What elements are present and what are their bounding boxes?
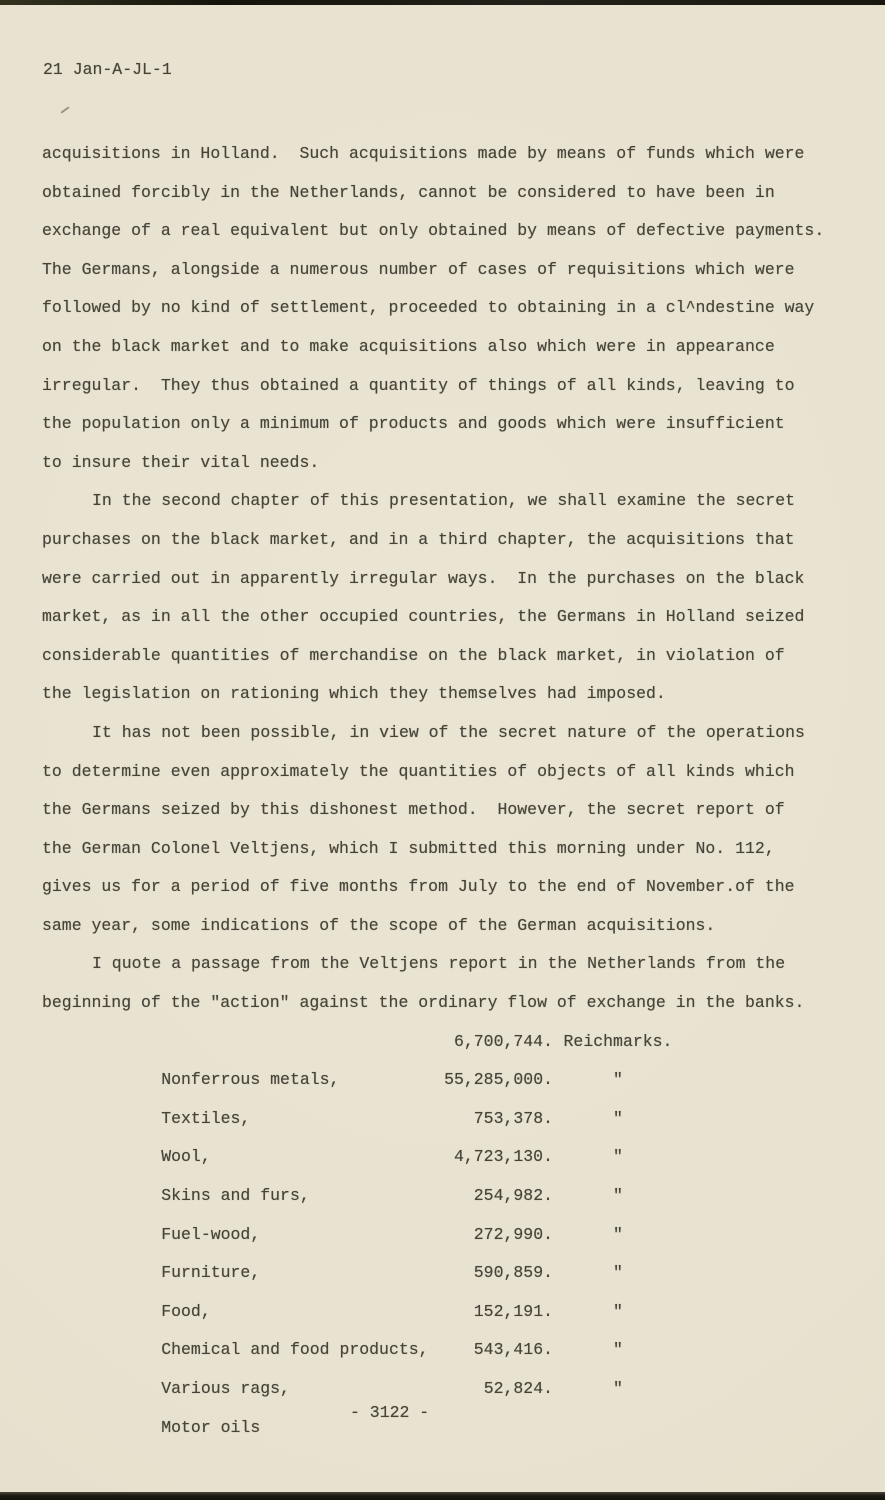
page-number: - 3122 - [350,1403,430,1422]
table-item-label: Textiles, [161,1108,251,1128]
table-item-label: Nonferrous metals, [161,1070,340,1090]
text-line: the population only a minimum of products and goods which were insufficient [42,414,785,434]
text-line: It has not been possible, in view of the secret nature of the operations [92,722,805,742]
table-unit-ditto: " [613,1263,623,1283]
text-line: obtained forcibly in the Netherlands, cannot be considered to have been in [42,182,775,202]
scan-edge-top [0,0,885,5]
scan-edge-bottom [0,1492,885,1500]
text-line: the Germans seized by this dishonest method. However, the secret report of [42,800,785,820]
text-line: beginning of the "action" against the ordinary flow of exchange in the banks. [42,993,805,1013]
text-line: purchases on the black market, and in a third chapter, the acquisitions that [42,529,795,549]
text-line: exchange of a real equivalent but only obtained by means of defective payments. [42,221,825,241]
text-line: irregular. They thus obtained a quantity of things of all kinds, leaving to [42,375,795,395]
paragraph [42,945,852,1022]
text-line: considerable quantities of merchandise on the black market, in violation of [42,645,785,665]
text-line: I quote a passage from the Veltjens report in the Netherlands from the [92,954,786,974]
text-line: to insure their vital needs. [42,452,320,472]
table-item-label: Wool, [161,1147,211,1167]
paragraph [42,714,852,946]
text-line: the legislation on rationing which they themselves had imposed. [42,684,666,704]
text-line: gives us for a period of five months from July to the end of November.of the [42,877,795,897]
table-unit-ditto: " [613,1070,623,1090]
table-amount: 254,982. [473,1186,553,1206]
paragraph [42,482,852,714]
table-unit-ditto: " [613,1340,623,1360]
stray-pen-mark [60,106,69,113]
text-line: were carried out in apparently irregular ways. In the purchases on the black [42,568,805,588]
table-unit-ditto: " [613,1224,623,1244]
table-item-label: Various rags, [161,1379,290,1398]
paragraph [42,135,852,482]
text-line: followed by no kind of settlement, proceeded to obtaining in a cl^ndestine way [42,298,815,318]
table-unit-ditto: " [613,1301,623,1321]
table-item-label: Chemical and food products, [161,1340,429,1360]
table-item-label: Furniture, [161,1263,261,1283]
table-amount: 4,723,130. [453,1147,553,1167]
table-amount: 272,990. [473,1224,553,1244]
text-line: on the black market and to make acquisitions also which were in appearance [42,336,775,356]
text-line: the German Colonel Veltjens, which I submitted this morning under No. 112, [42,838,775,858]
table-item-label: Skins and furs, [161,1186,310,1206]
text-line: acquisitions in Holland. Such acquisitions made by means of funds which were [42,144,805,163]
document-reference-header: 21 Jan-A-JL-1 [43,60,172,79]
table-amount: 152,191. [473,1301,553,1321]
table-amount: 543,416. [473,1340,553,1360]
text-line: In the second chapter of this presentation, we shall examine the secret [92,491,796,511]
table-amount: 52,824. [483,1379,553,1398]
table-unit: Reichmarks. [563,1031,673,1051]
table-unit-ditto: " [613,1186,623,1206]
table-amount: 55,285,000. [444,1070,553,1090]
table-unit-ditto: " [613,1108,623,1128]
text-line: same year, some indications of the scope of the German acquisitions. [42,915,716,935]
text-line: to determine even approximately the quantities of objects of all kinds which [42,761,795,781]
table-item-label: Fuel-wood, [161,1224,261,1244]
table-unit-ditto: " [613,1379,623,1398]
text-line: market, as in all the other occupied countries, the Germans in Holland seized [42,607,805,627]
table-amount: 6,700,744. [453,1031,553,1051]
table-item-label: Food, [161,1301,211,1321]
text-line: The Germans, alongside a numerous number of cases of requisitions which were [42,259,795,279]
table-amount: 590,859. [473,1263,553,1283]
table-amount: 753,378. [473,1108,553,1128]
table-item-label: Motor oils [161,1417,261,1437]
table-unit-ditto: " [613,1147,623,1167]
